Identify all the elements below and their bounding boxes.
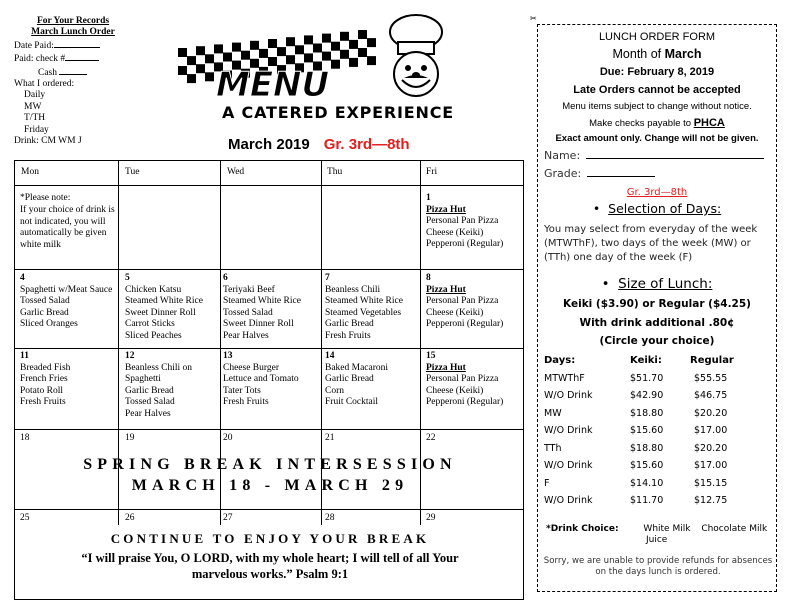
option-tth: T/TH	[24, 113, 46, 124]
header-fri: Fri	[426, 167, 438, 177]
drink-additional: With drink additional .80¢	[579, 317, 735, 329]
what-ordered-label: What I ordered:	[14, 79, 75, 90]
day-cell-15: 15 Pizza Hut Personal Pan Pizza Cheese (Keiki) Pepperoni (Regular)	[426, 351, 504, 408]
price-row[interactable]: W/O Drink $11.70 $12.75	[544, 495, 728, 506]
day-num-19: 19	[125, 433, 135, 443]
day-cell-6: 6 Teriyaki Beef Steamed White Rice Tossed Salad Sweet Dinner Roll Pear Halves	[223, 273, 301, 341]
menu-logo	[178, 12, 478, 112]
day-num-29: 29	[426, 513, 436, 523]
catered-experience-title: A CATERED EXPERIENCE	[222, 103, 454, 122]
cash-line: Cash	[14, 66, 124, 79]
option-mw: MW	[24, 101, 42, 112]
chef-icon	[390, 15, 442, 96]
late-notice: Late Orders cannot be accepted	[573, 84, 741, 96]
day-cell-14: 14 Baked Macaroni Garlic Bread Corn Fruit Cocktail	[325, 351, 389, 408]
selection-text: You may select from everyday of the week (MTWThF), two days of the week (MW) or (TTh) one day of the week (F)	[544, 224, 758, 263]
menu-calendar	[14, 160, 524, 600]
grade-field[interactable]: Grade:	[544, 167, 655, 180]
day-cell-11: 11 Breaded Fish French Fries Potato Roll Fresh Fruits	[20, 351, 71, 408]
month-line	[228, 136, 410, 153]
exact-amount: Exact amount only. Change will not be given.	[555, 133, 759, 144]
spring-break-dates: MARCH 18 - MARCH 29	[131, 477, 409, 494]
option-daily: Daily	[24, 90, 46, 101]
header-tue: Tue	[125, 167, 140, 177]
selection-title: • Selection of Days:	[592, 201, 722, 216]
checks-payable: Make checks payable to PHCA	[589, 117, 725, 129]
day-cell-1: 1 Pizza Hut Personal Pan Pizza Cheese (Keiki) Pepperoni (Regular)	[426, 193, 504, 250]
name-field[interactable]: Name:	[544, 149, 764, 162]
header-thu: Thu	[327, 167, 343, 177]
drink-chocolate-milk[interactable]: Chocolate Milk	[701, 524, 768, 534]
price-row[interactable]: W/O Drink $15.60 $17.00	[544, 460, 728, 471]
subject-to-change: Menu items subject to change without notice.	[562, 101, 752, 112]
records-title: For Your Records	[36, 16, 110, 26]
date-paid-line: Date Paid:	[14, 39, 124, 52]
price-row[interactable]: W/O Drink $42.90 $46.75	[544, 390, 728, 401]
bible-verse: “I will praise You, O LORD, with my whole heart; I will tell of all Your marvelous works.” Psalm 9:1	[81, 551, 459, 581]
day-num-21: 21	[325, 433, 335, 443]
price-table-header: Days: Keiki: Regular	[544, 355, 734, 366]
records-box	[14, 16, 124, 147]
price-row[interactable]: TTh $18.80 $20.20	[544, 443, 728, 454]
spring-break-title: SPRING BREAK INTERSESSION	[83, 456, 457, 473]
header-mon: Mon	[21, 167, 39, 177]
option-friday: Friday	[24, 124, 49, 135]
order-form-title: LUNCH ORDER FORM	[598, 31, 716, 43]
order-month: Month of March	[612, 47, 702, 61]
due-date: Due: February 8, 2019	[599, 66, 715, 78]
records-subtitle: March Lunch Order	[31, 27, 115, 38]
day-cell-4: 4 Spaghetti w/Meat Sauce Tossed Salad Garlic Bread Sliced Oranges	[20, 273, 113, 330]
day-cell-13: 13 Cheese Burger Lettuce and Tomato Tater Tots Fresh Fruits	[223, 351, 299, 408]
day-num-20: 20	[223, 433, 233, 443]
day-cell-7: 7 Beanless Chili Steamed White Rice Steamed Vegetables Garlic Bread Fresh Fruits	[325, 273, 403, 341]
circle-choice: (Circle your choice)	[599, 335, 715, 347]
day-num-18: 18	[20, 433, 30, 443]
refund-notice: Sorry, we are unable to provide refunds for absences on the days lunch is ordered.	[543, 556, 773, 577]
paid-check-line: Paid: check #	[14, 52, 124, 65]
day-cell-12: 12 Beanless Chili on Spaghetti Garlic Bread Tossed Salad Pear Halves	[125, 351, 193, 419]
day-num-26: 26	[125, 513, 135, 523]
menu-word: MENU	[216, 65, 330, 105]
price-row[interactable]: MW $18.80 $20.20	[544, 408, 728, 419]
month-year: March 2019	[228, 136, 310, 153]
drink-choice-label: *Drink Choice:	[546, 524, 619, 534]
size-title: • Size of Lunch:	[601, 276, 713, 292]
drink-choice	[546, 524, 776, 545]
drink-juice[interactable]: Juice	[646, 535, 668, 545]
day-num-25: 25	[20, 513, 30, 523]
lunch-order-form	[537, 24, 777, 592]
drink-note: *Please note: If your choice of drink is not indicated, you will automatically be given white milk	[20, 193, 115, 251]
price-row[interactable]: W/O Drink $15.60 $17.00	[544, 425, 728, 436]
drink-line: Drink: CM WM J	[14, 136, 82, 147]
scissors-icon: ✂	[530, 14, 537, 23]
day-num-28: 28	[325, 513, 335, 523]
day-cell-8: 8 Pizza Hut Personal Pan Pizza Cheese (Keiki) Pepperoni (Regular)	[426, 273, 504, 330]
price-row[interactable]: MTWThF $51.70 $55.55	[544, 373, 728, 384]
header-wed: Wed	[227, 167, 245, 177]
drink-white-milk[interactable]: White Milk	[643, 524, 691, 534]
grade-range: Gr. 3rd—8th	[323, 136, 410, 153]
order-grade: Gr. 3rd—8th	[626, 187, 688, 198]
size-options: Keiki ($3.90) or Regular ($4.25)	[563, 298, 751, 310]
continue-break-title: CONTINUE TO ENJOY YOUR BREAK	[110, 531, 430, 546]
price-row[interactable]: F $14.10 $15.15	[544, 478, 728, 489]
day-num-22: 22	[426, 433, 436, 443]
day-num-27: 27	[223, 513, 233, 523]
day-cell-5: 5 Chicken Katsu Steamed White Rice Sweet Dinner Roll Carrot Sticks Sliced Peaches	[125, 273, 203, 341]
